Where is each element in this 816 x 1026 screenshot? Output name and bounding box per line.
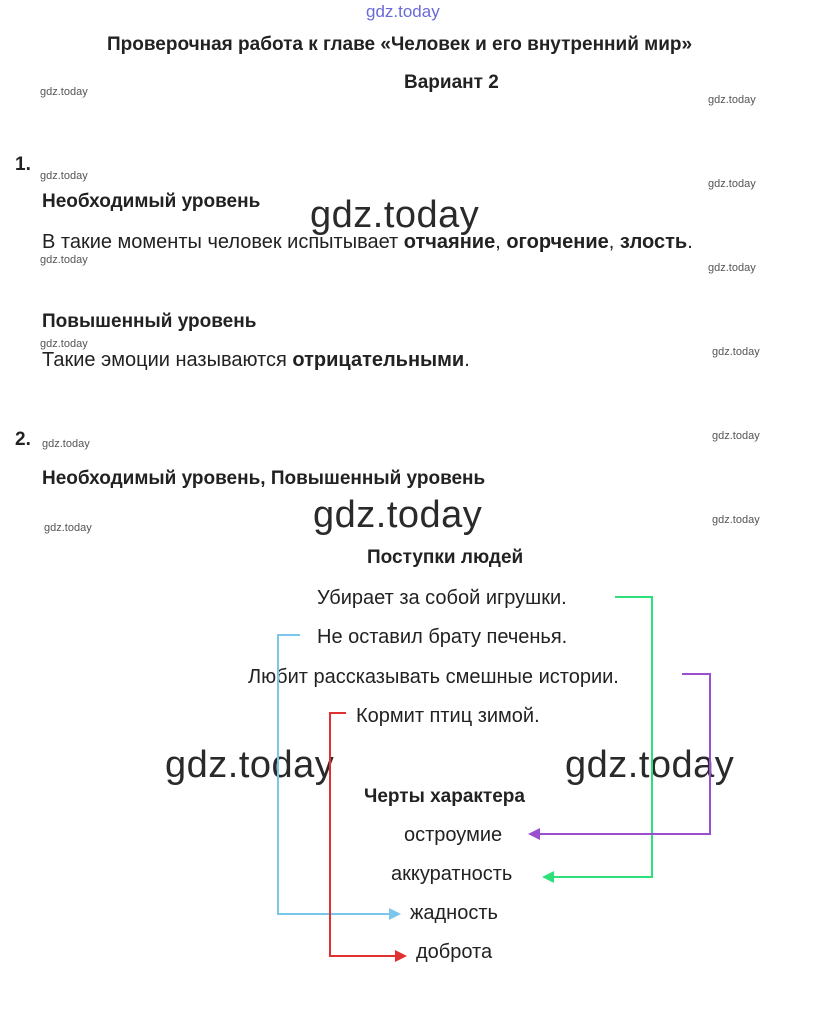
watermark-big: gdz.today [313, 494, 483, 536]
action-item: Убирает за собой игрушки. [317, 587, 567, 609]
watermark-small: gdz.today [40, 170, 88, 182]
connector-red [330, 713, 407, 962]
connector-blue [278, 635, 401, 920]
answer-text: Такие эмоции называются отрицательными. [42, 349, 470, 371]
watermark-big: gdz.today [310, 194, 480, 236]
watermark-big: gdz.today [565, 744, 735, 786]
connector-green [542, 597, 652, 883]
page-title: Проверочная работа к главе «Человек и его внутренний мир» [107, 34, 693, 55]
action-item: Кормит птиц зимой. [356, 705, 540, 727]
trait-item: жадность [410, 902, 498, 924]
traits-heading: Черты характера [364, 786, 525, 807]
watermark-small: gdz.today [712, 514, 760, 526]
watermark-small: gdz.today [40, 254, 88, 266]
task-number: 2. [15, 429, 31, 450]
level-heading: Необходимый уровень, Повышенный уровень [42, 468, 486, 489]
connector-purple [528, 674, 710, 840]
watermark-small: gdz.today [708, 178, 756, 190]
level-heading: Необходимый уровень [42, 191, 261, 212]
watermark-small: gdz.today [44, 522, 92, 534]
level-heading: Повышенный уровень [42, 311, 257, 332]
action-item: Не оставил брату печенья. [317, 626, 568, 648]
watermark-small: gdz.today [712, 430, 760, 442]
watermark-small: gdz.today [708, 262, 756, 274]
actions-heading: Поступки людей [367, 547, 524, 568]
watermark-small: gdz.today [42, 438, 90, 450]
watermark-big: gdz.today [165, 744, 335, 786]
watermark-small: gdz.today [712, 346, 760, 358]
variant-label: Вариант 2 [404, 72, 499, 93]
action-item: Любит рассказывать смешные истории. [248, 666, 619, 688]
watermark-small: gdz.today [40, 338, 88, 350]
watermark-small: gdz.today [708, 94, 756, 106]
trait-item: аккуратность [391, 863, 513, 885]
watermark-small: gdz.today [40, 86, 88, 98]
trait-item: доброта [416, 941, 493, 963]
trait-item: остроумие [404, 824, 503, 846]
answer-text: В такие моменты человек испытывает отчаяние, огорчение, злость. [42, 231, 693, 253]
watermark-top: gdz.today [366, 2, 440, 21]
task-number: 1. [15, 154, 31, 175]
